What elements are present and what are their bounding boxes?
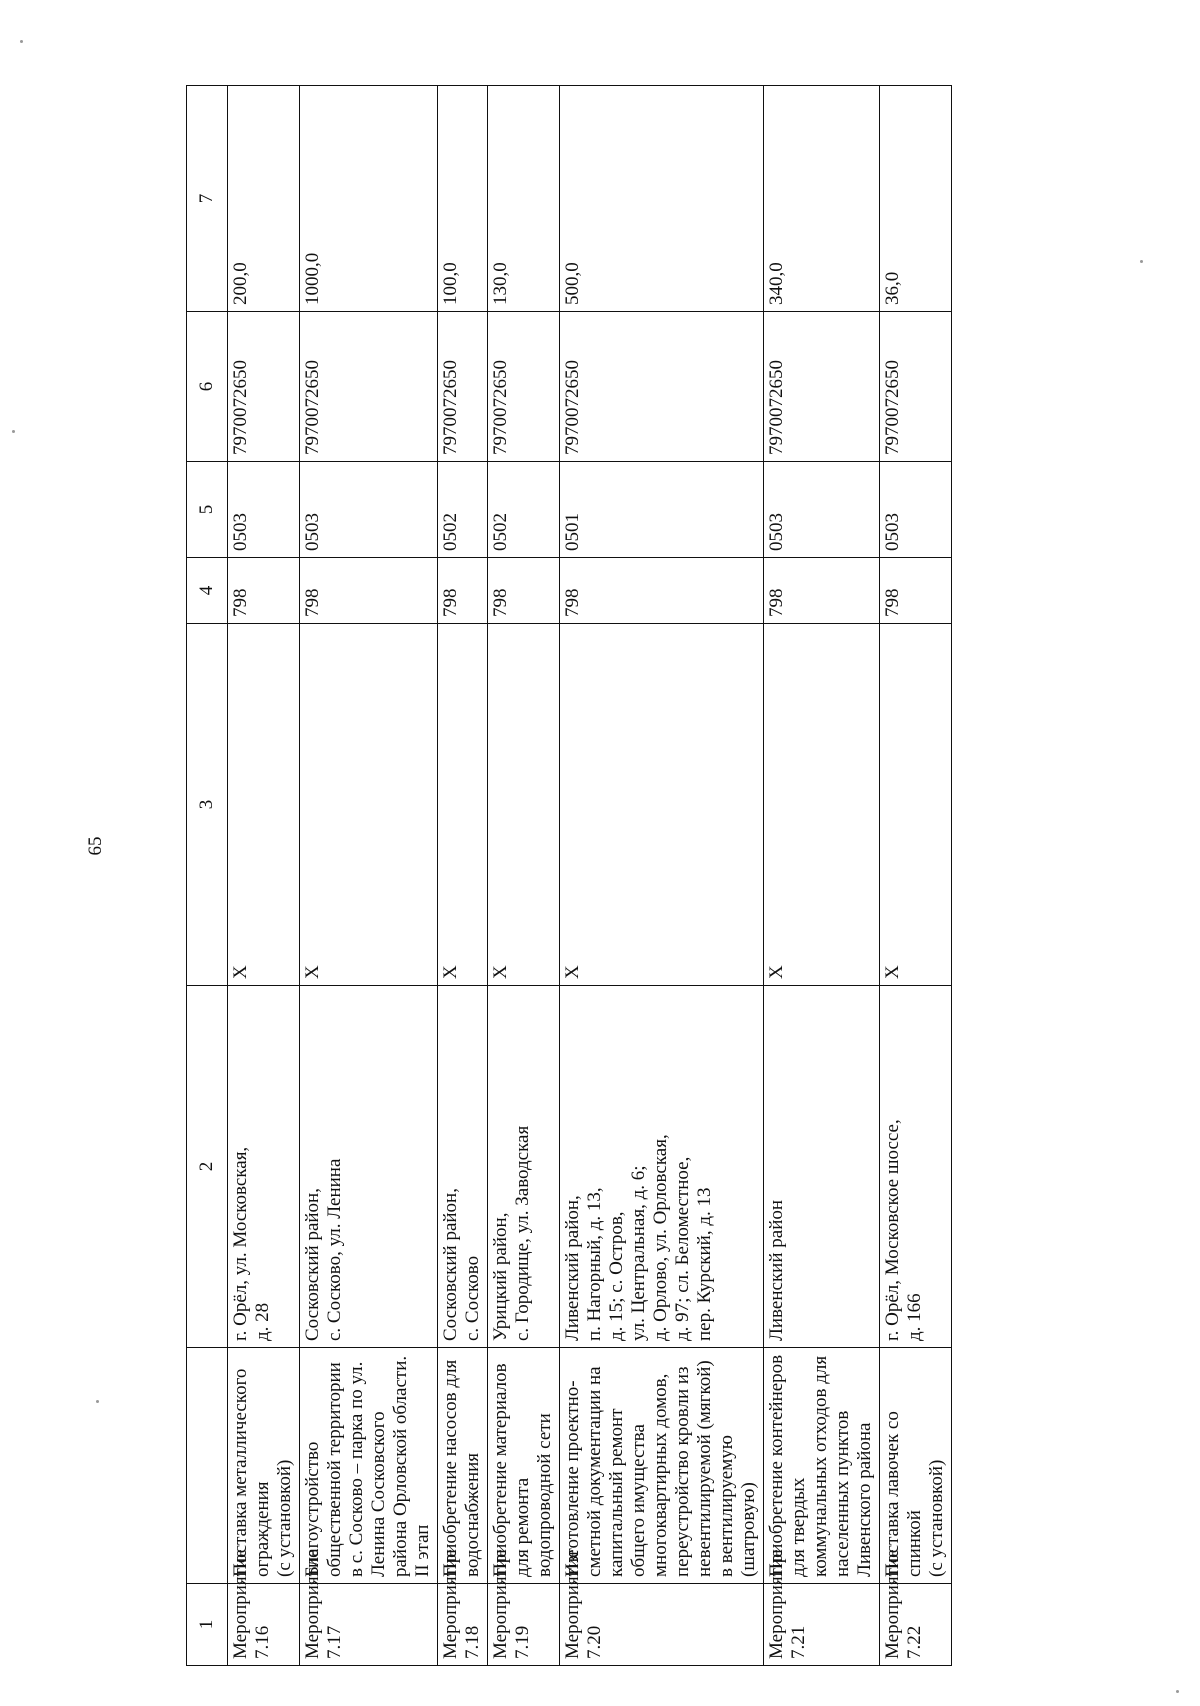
col-4-cell: 798 bbox=[438, 558, 488, 624]
col-5-cell: 0503 bbox=[228, 462, 300, 558]
col-6-cell: 7970072650 bbox=[764, 312, 880, 462]
col-6-cell: 7970072650 bbox=[300, 312, 438, 462]
event-name-cell: Приобретение насосов для водоснабжения bbox=[438, 1348, 488, 1584]
col-4-cell: 798 bbox=[764, 558, 880, 624]
amount-cell: 340,0 bbox=[764, 86, 880, 312]
event-id-cell: Мероприятие 7.16 bbox=[228, 1584, 300, 1666]
col-6-cell: 7970072650 bbox=[488, 312, 560, 462]
header-cell-5: 5 bbox=[187, 462, 228, 558]
event-name-cell: Приобретение материалов для ремонта водопроводной сети bbox=[488, 1348, 560, 1584]
event-id-cell: Мероприятие 7.21 bbox=[764, 1584, 880, 1666]
event-name-cell: Благоустройство общественной территории в с. Сосково – парка по ул. Ленина Сосковского района Орловской области. II этап bbox=[300, 1348, 438, 1584]
col-5-cell: 0502 bbox=[438, 462, 488, 558]
col-6-cell: 7970072650 bbox=[560, 312, 764, 462]
col-5-cell: 0503 bbox=[880, 462, 952, 558]
col-5-cell: 0503 bbox=[300, 462, 438, 558]
col-6-cell: 7970072650 bbox=[438, 312, 488, 462]
col-4-cell: 798 bbox=[880, 558, 952, 624]
event-name-cell: Поставка лавочек со спинкой (с установкой) bbox=[880, 1348, 952, 1584]
col-4-cell: 798 bbox=[228, 558, 300, 624]
address-cell: Урицкий район, с. Городище, ул. Заводская bbox=[488, 986, 560, 1348]
col-6-cell: 7970072650 bbox=[228, 312, 300, 462]
col-5-cell: 0503 bbox=[764, 462, 880, 558]
table-row bbox=[438, 86, 488, 1666]
col-6-cell: 7970072650 bbox=[880, 312, 952, 462]
table-row bbox=[764, 86, 880, 1666]
event-id-cell: Мероприятие 7.19 bbox=[488, 1584, 560, 1666]
header-cell-name bbox=[187, 1348, 228, 1584]
col-3-cell: Х bbox=[560, 624, 764, 986]
col-3-cell: Х bbox=[764, 624, 880, 986]
rotated-table-container bbox=[186, 86, 1196, 1666]
amount-cell: 200,0 bbox=[228, 86, 300, 312]
event-name-cell: Поставка металлического ограждения (с установкой) bbox=[228, 1348, 300, 1584]
table-row bbox=[300, 86, 438, 1666]
table-row bbox=[228, 86, 300, 1666]
col-5-cell: 0501 bbox=[560, 462, 764, 558]
header-cell-1: 1 bbox=[187, 1584, 228, 1666]
col-4-cell: 798 bbox=[300, 558, 438, 624]
col-3-cell: Х bbox=[228, 624, 300, 986]
col-3-cell: Х bbox=[438, 624, 488, 986]
event-id-cell: Мероприятие 7.18 bbox=[438, 1584, 488, 1666]
event-id-cell: Мероприятие 7.22 bbox=[880, 1584, 952, 1666]
address-cell: г. Орёл, ул. Московская, д. 28 bbox=[228, 986, 300, 1348]
header-cell-2: 2 bbox=[187, 986, 228, 1348]
event-id-cell: Мероприятие 7.20 bbox=[560, 1584, 764, 1666]
col-3-cell: Х bbox=[880, 624, 952, 986]
amount-cell: 1000,0 bbox=[300, 86, 438, 312]
col-4-cell: 798 bbox=[488, 558, 560, 624]
amount-cell: 36,0 bbox=[880, 86, 952, 312]
budget-table bbox=[186, 85, 952, 1666]
col-3-cell: Х bbox=[300, 624, 438, 986]
col-4-cell: 798 bbox=[560, 558, 764, 624]
event-id-cell: Мероприятие 7.17 bbox=[300, 1584, 438, 1666]
address-cell: г. Орёл, Московское шоссе, д. 166 bbox=[880, 986, 952, 1348]
amount-cell: 130,0 bbox=[488, 86, 560, 312]
col-5-cell: 0502 bbox=[488, 462, 560, 558]
header-cell-4: 4 bbox=[187, 558, 228, 624]
header-cell-7: 7 bbox=[187, 86, 228, 312]
event-name-cell: Приобретение контейнеров для твердых коммунальных отходов для населенных пунктов Ливенского района bbox=[764, 1348, 880, 1584]
address-cell: Ливенский район, п. Нагорный, д. 13, д. 15; с. Остров, ул. Центральная, д. 6; д. Орлово, ул. Орловская, д. 97; сл. Беломестное, пер. Курский, д. 13 bbox=[560, 986, 764, 1348]
address-cell: Сосковский район, с. Сосково, ул. Ленина bbox=[300, 986, 438, 1348]
address-cell: Ливенский район bbox=[764, 986, 880, 1348]
amount-cell: 500,0 bbox=[560, 86, 764, 312]
address-cell: Сосковский район, с. Сосково bbox=[438, 986, 488, 1348]
header-cell-6: 6 bbox=[187, 312, 228, 462]
table-row bbox=[880, 86, 952, 1666]
table-row bbox=[488, 86, 560, 1666]
amount-cell: 100,0 bbox=[438, 86, 488, 312]
page-number: 65 bbox=[85, 836, 106, 856]
col-3-cell: Х bbox=[488, 624, 560, 986]
table-row bbox=[560, 86, 764, 1666]
header-row bbox=[187, 86, 228, 1666]
event-name-cell: Изготовление проектно-сметной документации на капитальный ремонт общего имущества многоквартирных домов, переустройство кровли из невентилируемой (мягкой) в вентилируемую (шатровую) bbox=[560, 1348, 764, 1584]
header-cell-3: 3 bbox=[187, 624, 228, 986]
